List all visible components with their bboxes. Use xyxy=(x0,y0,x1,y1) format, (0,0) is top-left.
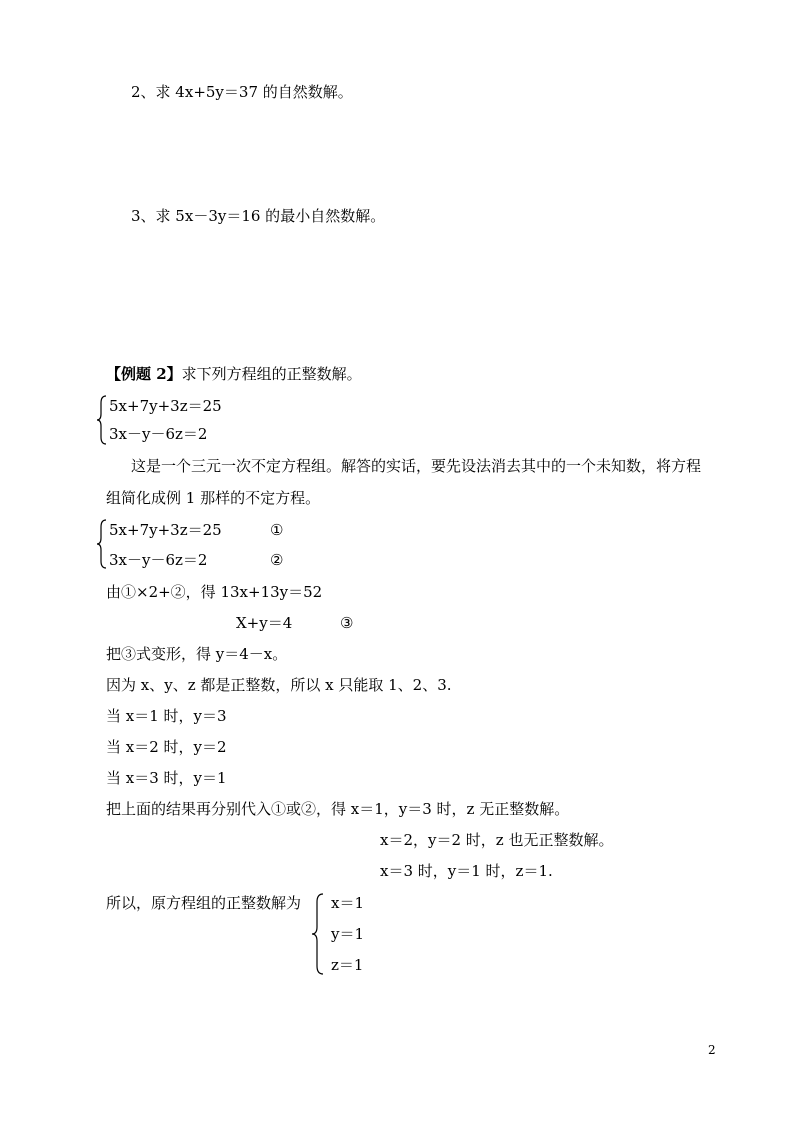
example-2-title xyxy=(106,364,362,384)
example-2-heading: 【例题 2】 xyxy=(106,365,182,383)
left-brace-icon xyxy=(96,394,108,446)
step-combine: 由①×2+②，得 13x+13y＝52 xyxy=(106,583,323,601)
problem-2: 2、求 4x+5y＝37 的自然数解。 xyxy=(131,83,353,101)
answer-x: x＝1 xyxy=(331,894,365,912)
answer-z: z＝1 xyxy=(331,956,364,974)
page-number: 2 xyxy=(708,1043,716,1057)
system2-eq2: 3x－y－6z＝2 xyxy=(109,551,208,569)
left-brace-icon xyxy=(311,892,325,976)
case-x1: 当 x＝1 时，y＝3 xyxy=(106,707,227,725)
equation-marker-2: ② xyxy=(270,551,284,569)
substitution-3: x＝3 时，y＝1 时，z＝1. xyxy=(380,862,553,880)
case-x2: 当 x＝2 时，y＝2 xyxy=(106,738,227,756)
case-x3: 当 x＝3 时，y＝1 xyxy=(106,769,227,787)
system2-eq1: 5x+7y+3z＝25 xyxy=(109,521,222,539)
system1-eq2: 3x－y－6z＝2 xyxy=(109,425,208,443)
equation-marker-3: ③ xyxy=(340,614,354,632)
left-brace-icon xyxy=(96,518,108,570)
answer-y: y＝1 xyxy=(331,925,365,943)
step-transform: 把③式变形，得 y＝4－x。 xyxy=(106,645,288,663)
substitution-2: x＝2，y＝2 时，z 也无正整数解。 xyxy=(380,831,614,849)
explanation-line-2: 组简化成例 1 那样的不定方程。 xyxy=(106,489,321,507)
step-simplified: X+y＝4 xyxy=(236,614,293,632)
conclusion: 所以，原方程组的正整数解为 xyxy=(106,894,302,912)
problem-3: 3、求 5x－3y＝16 的最小自然数解。 xyxy=(131,207,386,225)
explanation-line-1: 这是一个三元一次不定方程组。解答的实话，要先设法消去其中的一个未知数，将方程 xyxy=(131,457,702,475)
equation-marker-1: ① xyxy=(270,521,284,539)
substitution-1: 把上面的结果再分别代入①或②，得 x＝1，y＝3 时，z 无正整数解。 xyxy=(106,800,570,818)
system1-eq1: 5x+7y+3z＝25 xyxy=(109,397,222,415)
step-positive: 因为 x、y、z 都是正整数，所以 x 只能取 1、2、3. xyxy=(106,676,452,694)
example-2-prompt: 求下列方程组的正整数解。 xyxy=(181,365,362,383)
